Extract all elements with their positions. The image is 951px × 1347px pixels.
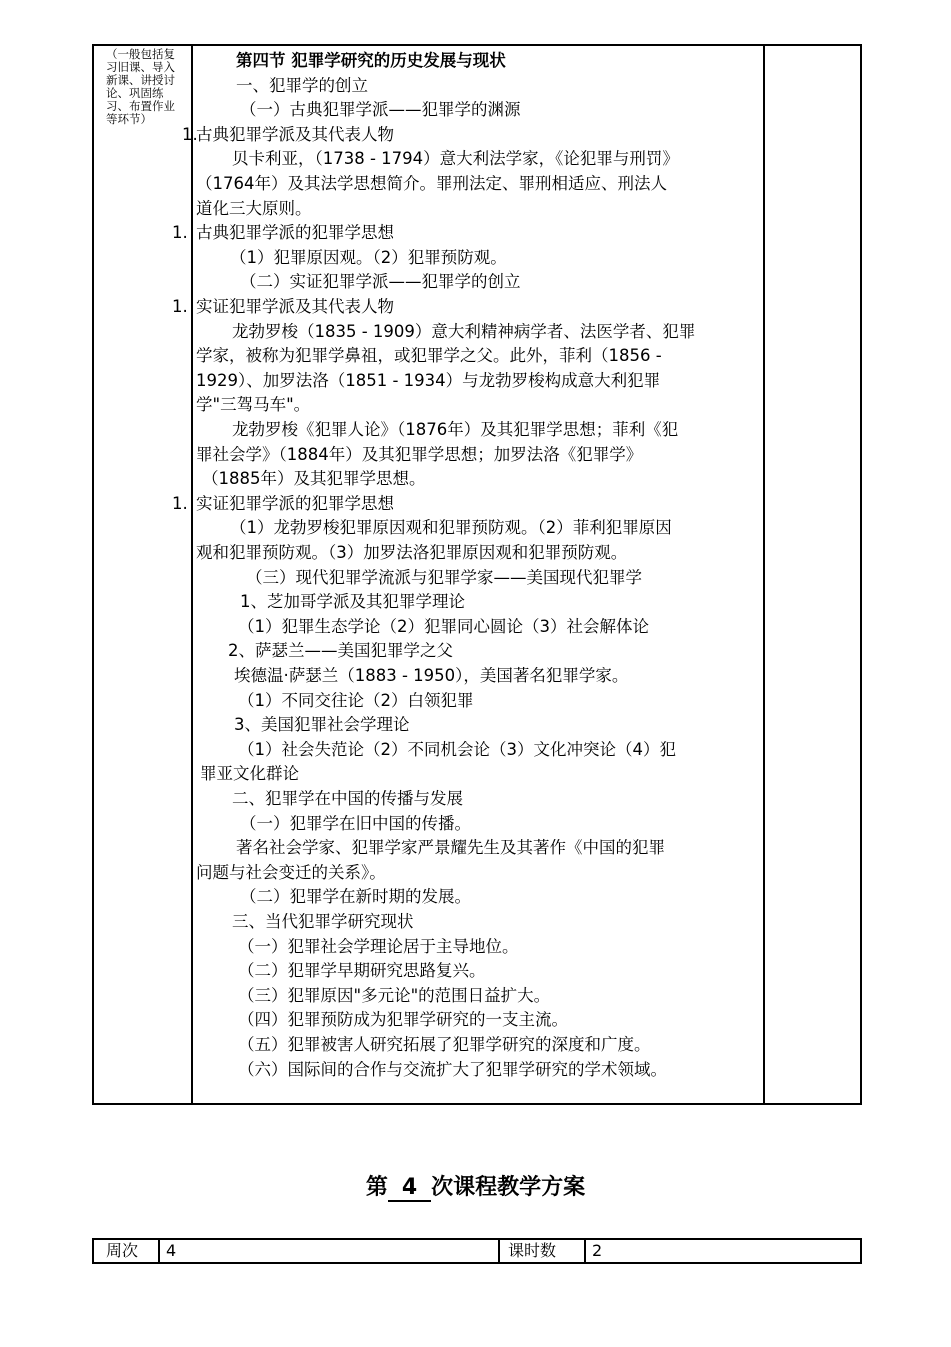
content-line: 龙勃罗梭《犯罪人论》（1876年）及其犯罪学思想；菲利《犯 — [232, 420, 679, 439]
content-line: （1885年）及其犯罪学思想。 — [202, 469, 426, 489]
week-value: 4 — [166, 1241, 177, 1260]
list-number-marker: 1. — [172, 493, 188, 513]
content-line: 古典犯罪学派的犯罪学思想 — [196, 223, 394, 243]
content-line: 古典犯罪学派及其代表人物 — [196, 124, 394, 144]
column-divider-left — [191, 46, 193, 1103]
content-line: （三）犯罪原因"多元论"的范围日益扩大。 — [238, 985, 551, 1005]
hours-label-divider — [584, 1240, 586, 1262]
content-line: （1）龙勃罗梭犯罪原因观和犯罪预防观。（2）菲利犯罪原因 — [230, 518, 672, 538]
content-line: 罪社会学》（1884年）及其犯罪学思想；加罗法洛《犯罪学》 — [196, 444, 643, 464]
lesson-title-prefix: 第 — [365, 1175, 388, 1200]
content-line: （三）现代犯罪学流派与犯罪学家——美国现代犯罪学 — [246, 567, 642, 587]
week-value-divider — [498, 1240, 500, 1262]
content-line: （1）犯罪原因观。（2）犯罪预防观。 — [230, 247, 507, 267]
column-divider-right — [763, 46, 765, 1103]
content-line: （1）犯罪生态学论（2）犯罪同心圆论（3）社会解体论 — [238, 616, 649, 636]
lesson-plan-table — [92, 44, 862, 1105]
content-line: （一）犯罪社会学理论居于主导地位。 — [238, 936, 519, 956]
content-line: （一）古典犯罪学派——犯罪学的渊源 — [240, 100, 521, 120]
content-line: 1、芝加哥学派及其犯罪学理论 — [240, 592, 465, 612]
lesson-title-suffix: 次课程教学方案 — [431, 1175, 586, 1200]
week-label: 周次 — [106, 1241, 139, 1260]
content-line: （1764年）及其法学思想简介。罪刑法定、罪刑相适应、刑法人 — [196, 174, 667, 193]
week-label-divider — [158, 1240, 160, 1262]
content-line: （六）国际间的合作与交流扩大了犯罪学研究的学术领域。 — [238, 1059, 667, 1079]
list-number-marker: 1. — [182, 124, 198, 144]
hours-label: 课时数 — [508, 1241, 557, 1260]
content-line: 埃德温·萨瑟兰（1883 - 1950），美国著名犯罪学家。 — [234, 666, 629, 685]
content-line: 第四节 犯罪学研究的历史发展与现状 — [236, 51, 506, 70]
content-line: 学家，被称为犯罪学鼻祖，或犯罪学之父。此外，菲利（1856 - — [196, 346, 662, 366]
content-line: 三、当代犯罪学研究现状 — [232, 912, 414, 931]
left-column-note: （一般包括复习旧课、导入新课、讲授讨论、巩固练习、布置作业等环节） — [106, 47, 175, 126]
content-line: （二）犯罪学早期研究思路复兴。 — [238, 961, 486, 981]
week-hours-table — [92, 1238, 862, 1264]
content-line: 道化三大原则。 — [196, 198, 312, 218]
list-number-marker: 1. — [172, 223, 188, 243]
content-line: 实证犯罪学派的犯罪学思想 — [196, 493, 394, 513]
content-line: 3、美国犯罪社会学理论 — [234, 715, 410, 735]
content-line: 1929）、加罗法洛（1851 - 1934）与龙勃罗梭构成意大利犯罪 — [196, 370, 661, 390]
content-line: 二、犯罪学在中国的传播与发展 — [232, 789, 463, 808]
lesson-title — [0, 1170, 951, 1202]
content-line: （二）实证犯罪学派——犯罪学的创立 — [240, 272, 521, 292]
content-line: 学"三驾马车"。 — [196, 395, 311, 415]
content-line: 一、犯罪学的创立 — [236, 75, 368, 95]
content-line: （五）犯罪被害人研究拓展了犯罪学研究的深度和广度。 — [238, 1035, 651, 1054]
content-line: （四）犯罪预防成为犯罪学研究的一支主流。 — [238, 1010, 568, 1030]
hours-value: 2 — [592, 1241, 603, 1260]
content-line: 著名社会学家、犯罪学家严景耀先生及其著作《中国的犯罪 — [236, 838, 665, 858]
content-line: 龙勃罗梭（1835 - 1909）意大利精神病学者、法医学者、犯罪 — [232, 321, 696, 341]
content-line: （1）社会失范论（2）不同机会论（3）文化冲突论（4）犯 — [238, 739, 676, 759]
content-line: 罪亚文化群论 — [200, 764, 299, 784]
content-line: （二）犯罪学在新时期的发展。 — [240, 887, 471, 907]
content-line: 实证犯罪学派及其代表人物 — [196, 297, 394, 316]
content-line: 贝卡利亚，（1738 - 1794）意大利法学家，《论犯罪与刑罚》 — [232, 149, 679, 169]
content-line: （1）不同交往论（2）白领犯罪 — [238, 690, 474, 710]
content-line: 问题与社会变迁的关系》。 — [196, 862, 386, 882]
list-number-marker: 1. — [172, 297, 188, 316]
content-line: （一）犯罪学在旧中国的传播。 — [240, 813, 471, 833]
content-line: 2、萨瑟兰——美国犯罪学之父 — [228, 641, 453, 661]
content-line: 观和犯罪预防观。（3）加罗法洛犯罪原因观和犯罪预防观。 — [196, 543, 628, 562]
lesson-number: 4 — [388, 1175, 431, 1202]
